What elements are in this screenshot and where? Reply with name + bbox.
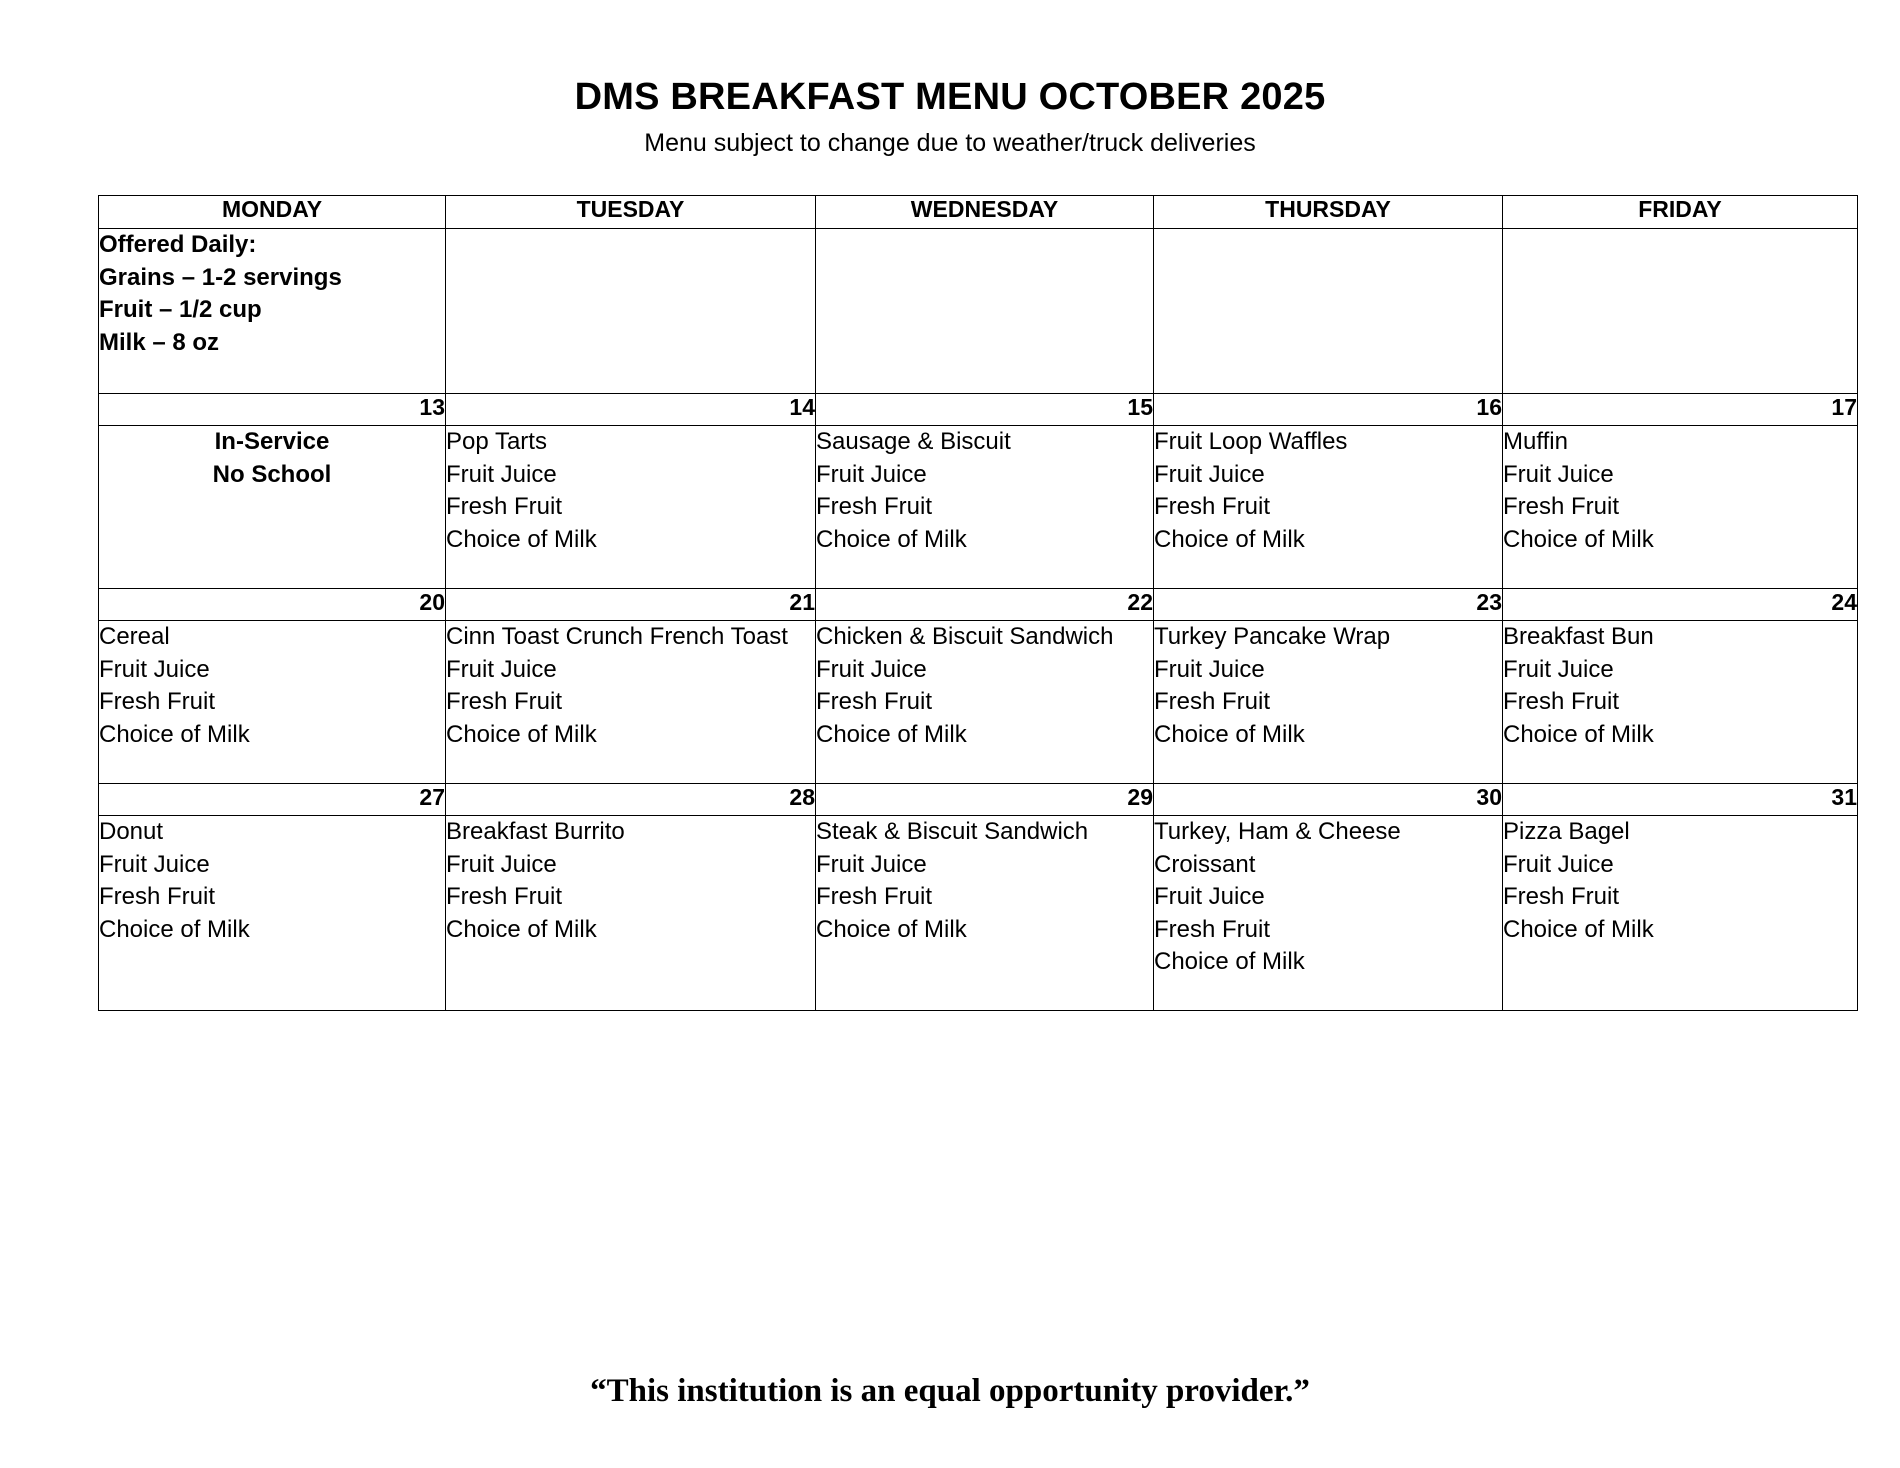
menu-item: Choice of Milk (1503, 720, 1654, 748)
menu-item: Steak & Biscuit Sandwich (816, 818, 1089, 845)
offered-daily-fruit: Fruit – 1/2 cup (99, 296, 262, 323)
menu-item: Fresh Fruit (1154, 688, 1271, 715)
date-number: 13 (99, 394, 446, 426)
day-header-thursday: THURSDAY (1154, 196, 1503, 229)
menu-item: Fresh Fruit (1503, 493, 1620, 520)
menu-item: Choice of Milk (446, 525, 597, 553)
menu-cell (1503, 426, 1858, 589)
menu-item: Chicken & Biscuit Sandwich (816, 623, 1114, 650)
menu-item: Fresh Fruit (816, 493, 933, 520)
menu-row (99, 816, 1858, 1011)
date-number: 30 (1154, 784, 1503, 816)
menu-item: Donut (99, 818, 164, 845)
menu-cell (99, 816, 446, 1011)
date-number: 23 (1154, 589, 1503, 621)
menu-item: Choice of Milk (99, 915, 250, 943)
page-subtitle: Menu subject to change due to weather/truck deliveries (644, 129, 1256, 157)
date-number: 24 (1503, 589, 1858, 621)
menu-item: Croissant (1154, 850, 1256, 878)
menu-item: Fruit Juice (1154, 883, 1265, 910)
date-number: 17 (1503, 394, 1858, 426)
no-school-cell (99, 426, 446, 589)
menu-item: Choice of Milk (99, 720, 250, 748)
date-number: 16 (1154, 394, 1503, 426)
menu-item: Choice of Milk (446, 915, 597, 943)
menu-item: Fresh Fruit (99, 883, 216, 910)
menu-item: Fruit Juice (816, 850, 927, 878)
empty-cell (816, 229, 1154, 394)
menu-item: Fruit Juice (99, 655, 210, 683)
menu-table (98, 195, 1858, 1011)
menu-item: Fresh Fruit (1154, 493, 1271, 520)
menu-item: Fruit Juice (446, 850, 557, 878)
menu-cell (816, 621, 1154, 784)
day-header-wednesday: WEDNESDAY (816, 196, 1154, 229)
menu-item: Fruit Juice (446, 460, 557, 488)
menu-item: Choice of Milk (1503, 525, 1654, 553)
menu-item: Fresh Fruit (1154, 915, 1271, 943)
empty-cell (446, 229, 816, 394)
menu-item: Turkey, Ham & Cheese (1154, 818, 1401, 845)
menu-item: Choice of Milk (816, 915, 967, 943)
date-number: 14 (446, 394, 816, 426)
menu-item: Choice of Milk (816, 525, 967, 553)
menu-item: Sausage & Biscuit (816, 428, 1011, 455)
day-header-friday: FRIDAY (1503, 196, 1858, 229)
menu-item: Fresh Fruit (816, 688, 933, 715)
menu-cell (1154, 621, 1503, 784)
menu-item: Choice of Milk (816, 720, 967, 748)
menu-item: Fruit Juice (816, 460, 927, 488)
menu-item: Fruit Juice (446, 655, 557, 683)
menu-cell (1154, 816, 1503, 1011)
menu-cell (446, 426, 816, 589)
date-row (99, 589, 1858, 621)
date-number: 20 (99, 589, 446, 621)
date-number: 31 (1503, 784, 1858, 816)
equal-opportunity-statement: “This institution is an equal opportunity provider.” (590, 1373, 1310, 1409)
menu-item: Fresh Fruit (1503, 688, 1620, 715)
offered-daily-row (99, 229, 1858, 394)
menu-item: Choice of Milk (1503, 915, 1654, 943)
menu-row (99, 621, 1858, 784)
menu-item: Choice of Milk (1154, 948, 1305, 975)
menu-item: Fresh Fruit (446, 883, 563, 910)
date-number: 28 (446, 784, 816, 816)
menu-item: Fruit Loop Waffles (1154, 428, 1348, 455)
menu-item: Cinn Toast Crunch French Toast (446, 623, 788, 650)
menu-item: Choice of Milk (446, 720, 597, 748)
menu-item: Fruit Juice (1503, 655, 1614, 683)
day-header-monday: MONDAY (99, 196, 446, 229)
date-row (99, 394, 1858, 426)
date-number: 21 (446, 589, 816, 621)
menu-item: Fresh Fruit (446, 688, 563, 715)
offered-daily-heading: Offered Daily: (99, 231, 257, 258)
menu-cell (1154, 426, 1503, 589)
menu-item: Pizza Bagel (1503, 818, 1630, 845)
menu-cell (99, 621, 446, 784)
menu-cell (446, 816, 816, 1011)
menu-cell (1503, 621, 1858, 784)
date-number: 22 (816, 589, 1154, 621)
menu-cell (446, 621, 816, 784)
menu-cell (816, 426, 1154, 589)
menu-item: Cereal (99, 623, 170, 650)
day-header-row (99, 196, 1858, 229)
menu-item: Choice of Milk (1154, 525, 1305, 553)
in-service-label: In-Service (214, 428, 330, 455)
menu-item: Fruit Juice (99, 850, 210, 878)
menu-item: Breakfast Bun (1503, 623, 1654, 650)
menu-item: Pop Tarts (446, 428, 547, 455)
offered-daily-milk: Milk – 8 oz (99, 328, 220, 356)
menu-item: Fruit Juice (1503, 850, 1614, 878)
menu-row (99, 426, 1858, 589)
date-number: 15 (816, 394, 1154, 426)
menu-item: Fruit Juice (1154, 655, 1265, 683)
menu-item: Fresh Fruit (446, 493, 563, 520)
menu-item: Choice of Milk (1154, 720, 1305, 748)
menu-item: Fruit Juice (1503, 460, 1614, 488)
menu-item: Fresh Fruit (99, 688, 216, 715)
date-number: 29 (816, 784, 1154, 816)
menu-item: Fresh Fruit (1503, 883, 1620, 910)
menu-item: Fruit Juice (1154, 460, 1265, 488)
menu-cell (816, 816, 1154, 1011)
no-school-label: No School (212, 460, 332, 488)
date-row (99, 784, 1858, 816)
empty-cell (1503, 229, 1858, 394)
offered-daily-cell (99, 229, 446, 394)
menu-item: Breakfast Burrito (446, 818, 625, 845)
menu-cell (1503, 816, 1858, 1011)
menu-item: Turkey Pancake Wrap (1154, 623, 1391, 650)
date-number: 27 (99, 784, 446, 816)
menu-item: Fresh Fruit (816, 883, 933, 910)
day-header-tuesday: TUESDAY (446, 196, 816, 229)
empty-cell (1154, 229, 1503, 394)
page-title: DMS BREAKFAST MENU OCTOBER 2025 (574, 76, 1326, 118)
offered-daily-grains: Grains – 1-2 servings (99, 263, 342, 291)
menu-item: Fruit Juice (816, 655, 927, 683)
menu-item: Muffin (1503, 428, 1568, 455)
